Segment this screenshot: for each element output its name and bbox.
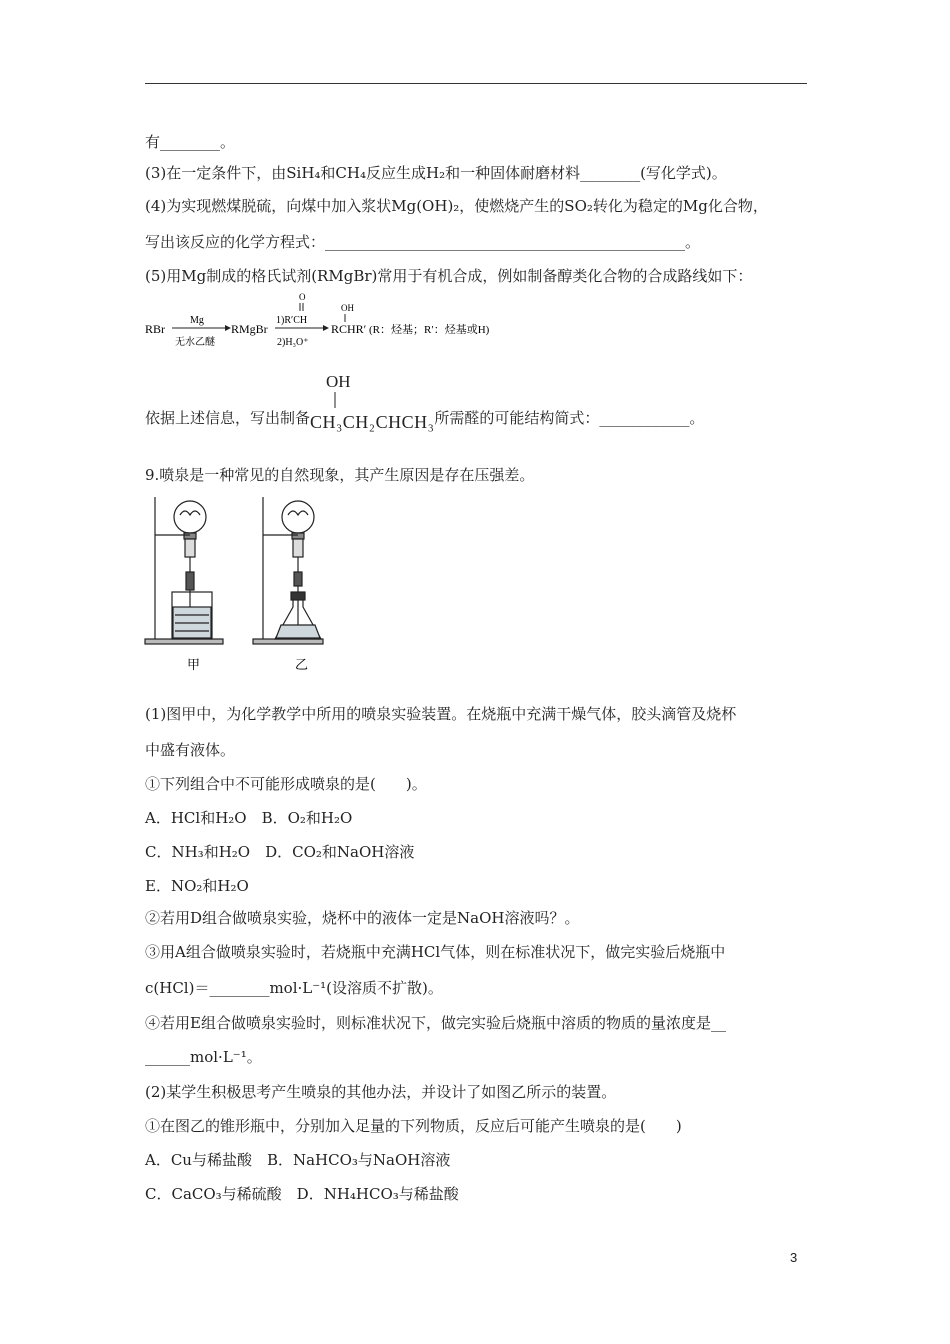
figure-label-spacer bbox=[145, 657, 223, 681]
reactant-rbr: RBr bbox=[145, 322, 166, 336]
question-9-1-iv-cont: ______mol·L⁻¹。 bbox=[145, 1048, 262, 1066]
option-e: E．NO₂和H₂O bbox=[145, 877, 249, 895]
question-4: (4)为实现燃煤脱硫，向煤中加入浆状Mg(OH)₂，使燃烧产生的SO₂转化为稳定的Mg化合物， bbox=[145, 197, 768, 215]
question-3: (3)在一定条件下，由SiH₄和CH₄反应生成H₂和一种固体耐磨材料________(写化学式)。 bbox=[145, 164, 727, 182]
option-2-a-b: A．Cu与稀盐酸 B．NaHCO₃与NaOH溶液 bbox=[145, 1151, 451, 1169]
target-bond bbox=[330, 392, 340, 408]
step-2-label: 2)H₃O⁺ bbox=[277, 337, 309, 348]
apparatus-yi bbox=[253, 497, 323, 644]
option-c-d: C．NH₃和H₂O D．CO₂和NaOH溶液 bbox=[145, 843, 415, 861]
question-9: 9.喷泉是一种常见的自然现象，其产生原因是存在压强差。 bbox=[145, 466, 535, 484]
option-2-c-d: C．CaCO₃与稀硫酸 D．NH₄HCO₃与稀盐酸 bbox=[145, 1185, 459, 1203]
reagent-mg: Mg bbox=[190, 315, 204, 326]
question-9-1-iii-cont: c(HCl)＝________mol·L⁻¹(设溶质不扩散)。 bbox=[145, 979, 443, 997]
question-9-1-cont: 中盛有液体。 bbox=[145, 741, 236, 759]
question-4-equation-prompt: 写出该反应的化学方程式：________________________________________________。 bbox=[145, 233, 701, 251]
question-9-2-i: ①在图乙的锥形瓶中，分别加入足量的下列物质，反应后可能产生喷泉的是( ) bbox=[145, 1117, 682, 1135]
product-formula: RCHR′ bbox=[331, 322, 367, 336]
page-number: 3 bbox=[790, 1250, 798, 1265]
target-formula: CH₃CH₂CHCH₃ bbox=[310, 412, 435, 432]
figure-label-yi: 乙 bbox=[295, 658, 309, 673]
grignard-reaction-scheme bbox=[145, 292, 545, 352]
question-9-1-iii: ③用A组合做喷泉实验时，若烧瓶中充满HCl气体，则在标准状况下，做完实验后烧瓶中 bbox=[145, 943, 726, 961]
header-rule bbox=[145, 83, 807, 84]
step-1-label: 1)R′CH bbox=[276, 315, 308, 326]
question-9-1-i: ①下列组合中不可能形成喷泉的是( )。 bbox=[145, 775, 427, 793]
solvent-label: 无水乙醚 bbox=[175, 337, 215, 348]
question-9-1-ii: ②若用D组合做喷泉实验，烧杯中的液体一定是NaOH溶液吗？。 bbox=[145, 909, 580, 927]
product-oh: OH bbox=[341, 303, 354, 313]
fountain-apparatus-figure bbox=[145, 497, 335, 673]
question-9-1: (1)图甲中，为化学教学中所用的喷泉实验装置。在烧瓶中充满干燥气体，胶头滴管及烧杯 bbox=[145, 705, 737, 723]
apparatus-jia bbox=[145, 497, 223, 644]
question-9-1-iv: ④若用E组合做喷泉实验时，则标准状况下，做完实验后烧瓶中溶质的物质的量浓度是__ bbox=[145, 1014, 726, 1032]
target-oh: OH bbox=[326, 372, 351, 391]
figure-label-jia: 甲 bbox=[187, 658, 201, 673]
line-blank-tail: 有________。 bbox=[145, 133, 236, 151]
question-9-2: (2)某学生积极思考产生喷泉的其他办法，并设计了如图乙所示的装置。 bbox=[145, 1083, 617, 1101]
option-a-b: A．HCl和H₂O B．O₂和H₂O bbox=[145, 809, 353, 827]
question-5: (5)用Mg制成的格氏试剂(RMgBr)常用于有机合成，例如制备醇类化合物的合成路线如下： bbox=[145, 267, 753, 285]
reaction-note: (R：烃基；R′：烃基或H) bbox=[369, 324, 490, 336]
question-5-prompt: 依据上述信息，写出制备CH₃CH₂CHCH₃所需醛的可能结构简式：____________。 bbox=[145, 409, 705, 432]
carbonyl-o: O bbox=[299, 292, 306, 302]
reagent-rmgbr: RMgBr bbox=[231, 322, 268, 336]
